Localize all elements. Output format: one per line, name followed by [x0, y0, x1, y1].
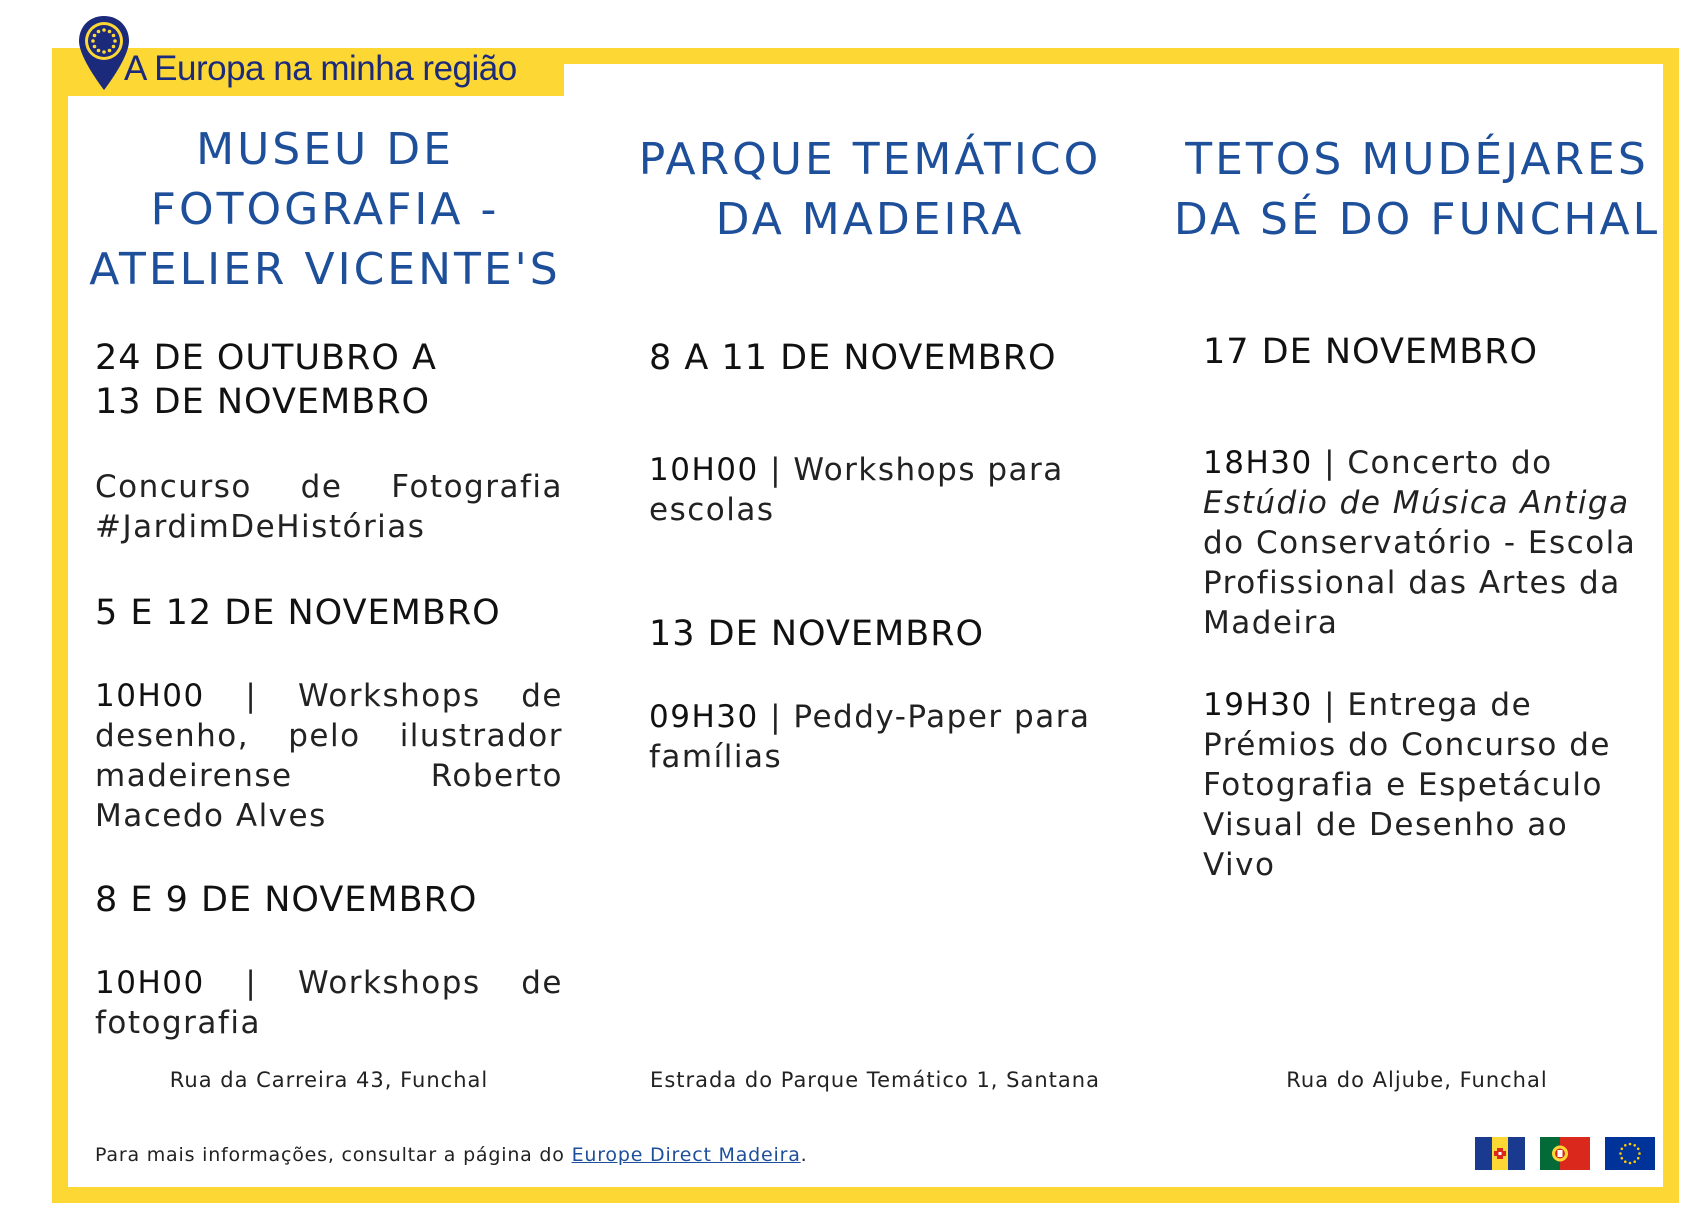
event-time: 10H00	[649, 452, 759, 488]
event-date: 17 DE NOVEMBRO	[1203, 332, 1539, 372]
madeira-flag-icon	[1475, 1137, 1525, 1170]
europe-direct-link[interactable]: Europe Direct Madeira	[571, 1144, 801, 1166]
column-title: TETOS MUDÉJARES DA SÉ DO FUNCHAL	[1173, 134, 1661, 245]
column-tetos	[1172, 130, 1662, 250]
event-description: 18H30 | Concerto do Estúdio de Música Antiga do Conservatório - Escola Profissional das Artes da Madeira	[1203, 445, 1637, 641]
event-date: 24 DE OUTUBRO A 13 DE NOVEMBRO	[95, 338, 437, 422]
event-time: 09H30	[649, 699, 759, 735]
column-title: PARQUE TEMÁTICO DA MADEIRA	[638, 134, 1102, 245]
column-parque	[625, 130, 1115, 250]
portugal-flag-icon	[1540, 1137, 1590, 1170]
column-title: MUSEU DE FOTOGRAFIA - ATELIER VICENTE'S	[89, 124, 561, 295]
column-museu	[85, 120, 565, 300]
header-title: A Europa na minha região	[124, 49, 517, 88]
eu-flag-icon	[1605, 1137, 1655, 1170]
event-time: 10H00	[95, 678, 205, 714]
event-description: Concurso de Fotografia #JardimDeHistórias	[95, 469, 563, 545]
address: Rua do Aljube, Funchal	[1286, 1068, 1548, 1092]
event-description: 10H00 | Workshops de fotografia	[95, 965, 564, 1041]
address: Rua da Carreira 43, Funchal	[169, 1068, 489, 1092]
event-description: 10H00 | Workshops para escolas	[649, 452, 1064, 528]
footer-note: Para mais informações, consultar a página do Europe Direct Madeira.	[95, 1144, 808, 1166]
event-time: 19H30	[1203, 687, 1313, 723]
event-time: 18H30	[1203, 445, 1313, 481]
address: Estrada do Parque Temático 1, Santana	[650, 1068, 1100, 1092]
event-description: 10H00 | Workshops de desenho, pelo ilustrador madeirense Roberto Macedo Alves	[95, 678, 564, 834]
event-time: 10H00	[95, 965, 205, 1001]
event-description: 09H30 | Peddy-Paper para famílias	[649, 699, 1091, 775]
event-date: 13 DE NOVEMBRO	[649, 614, 985, 654]
event-date: 5 E 12 DE NOVEMBRO	[95, 593, 501, 633]
event-description: 19H30 | Entrega de Prémios do Concurso de Fotografia e Espetáculo Visual de Desenho ao Vivo	[1203, 687, 1611, 883]
event-date: 8 E 9 DE NOVEMBRO	[95, 880, 478, 920]
event-date: 8 A 11 DE NOVEMBRO	[649, 338, 1057, 378]
